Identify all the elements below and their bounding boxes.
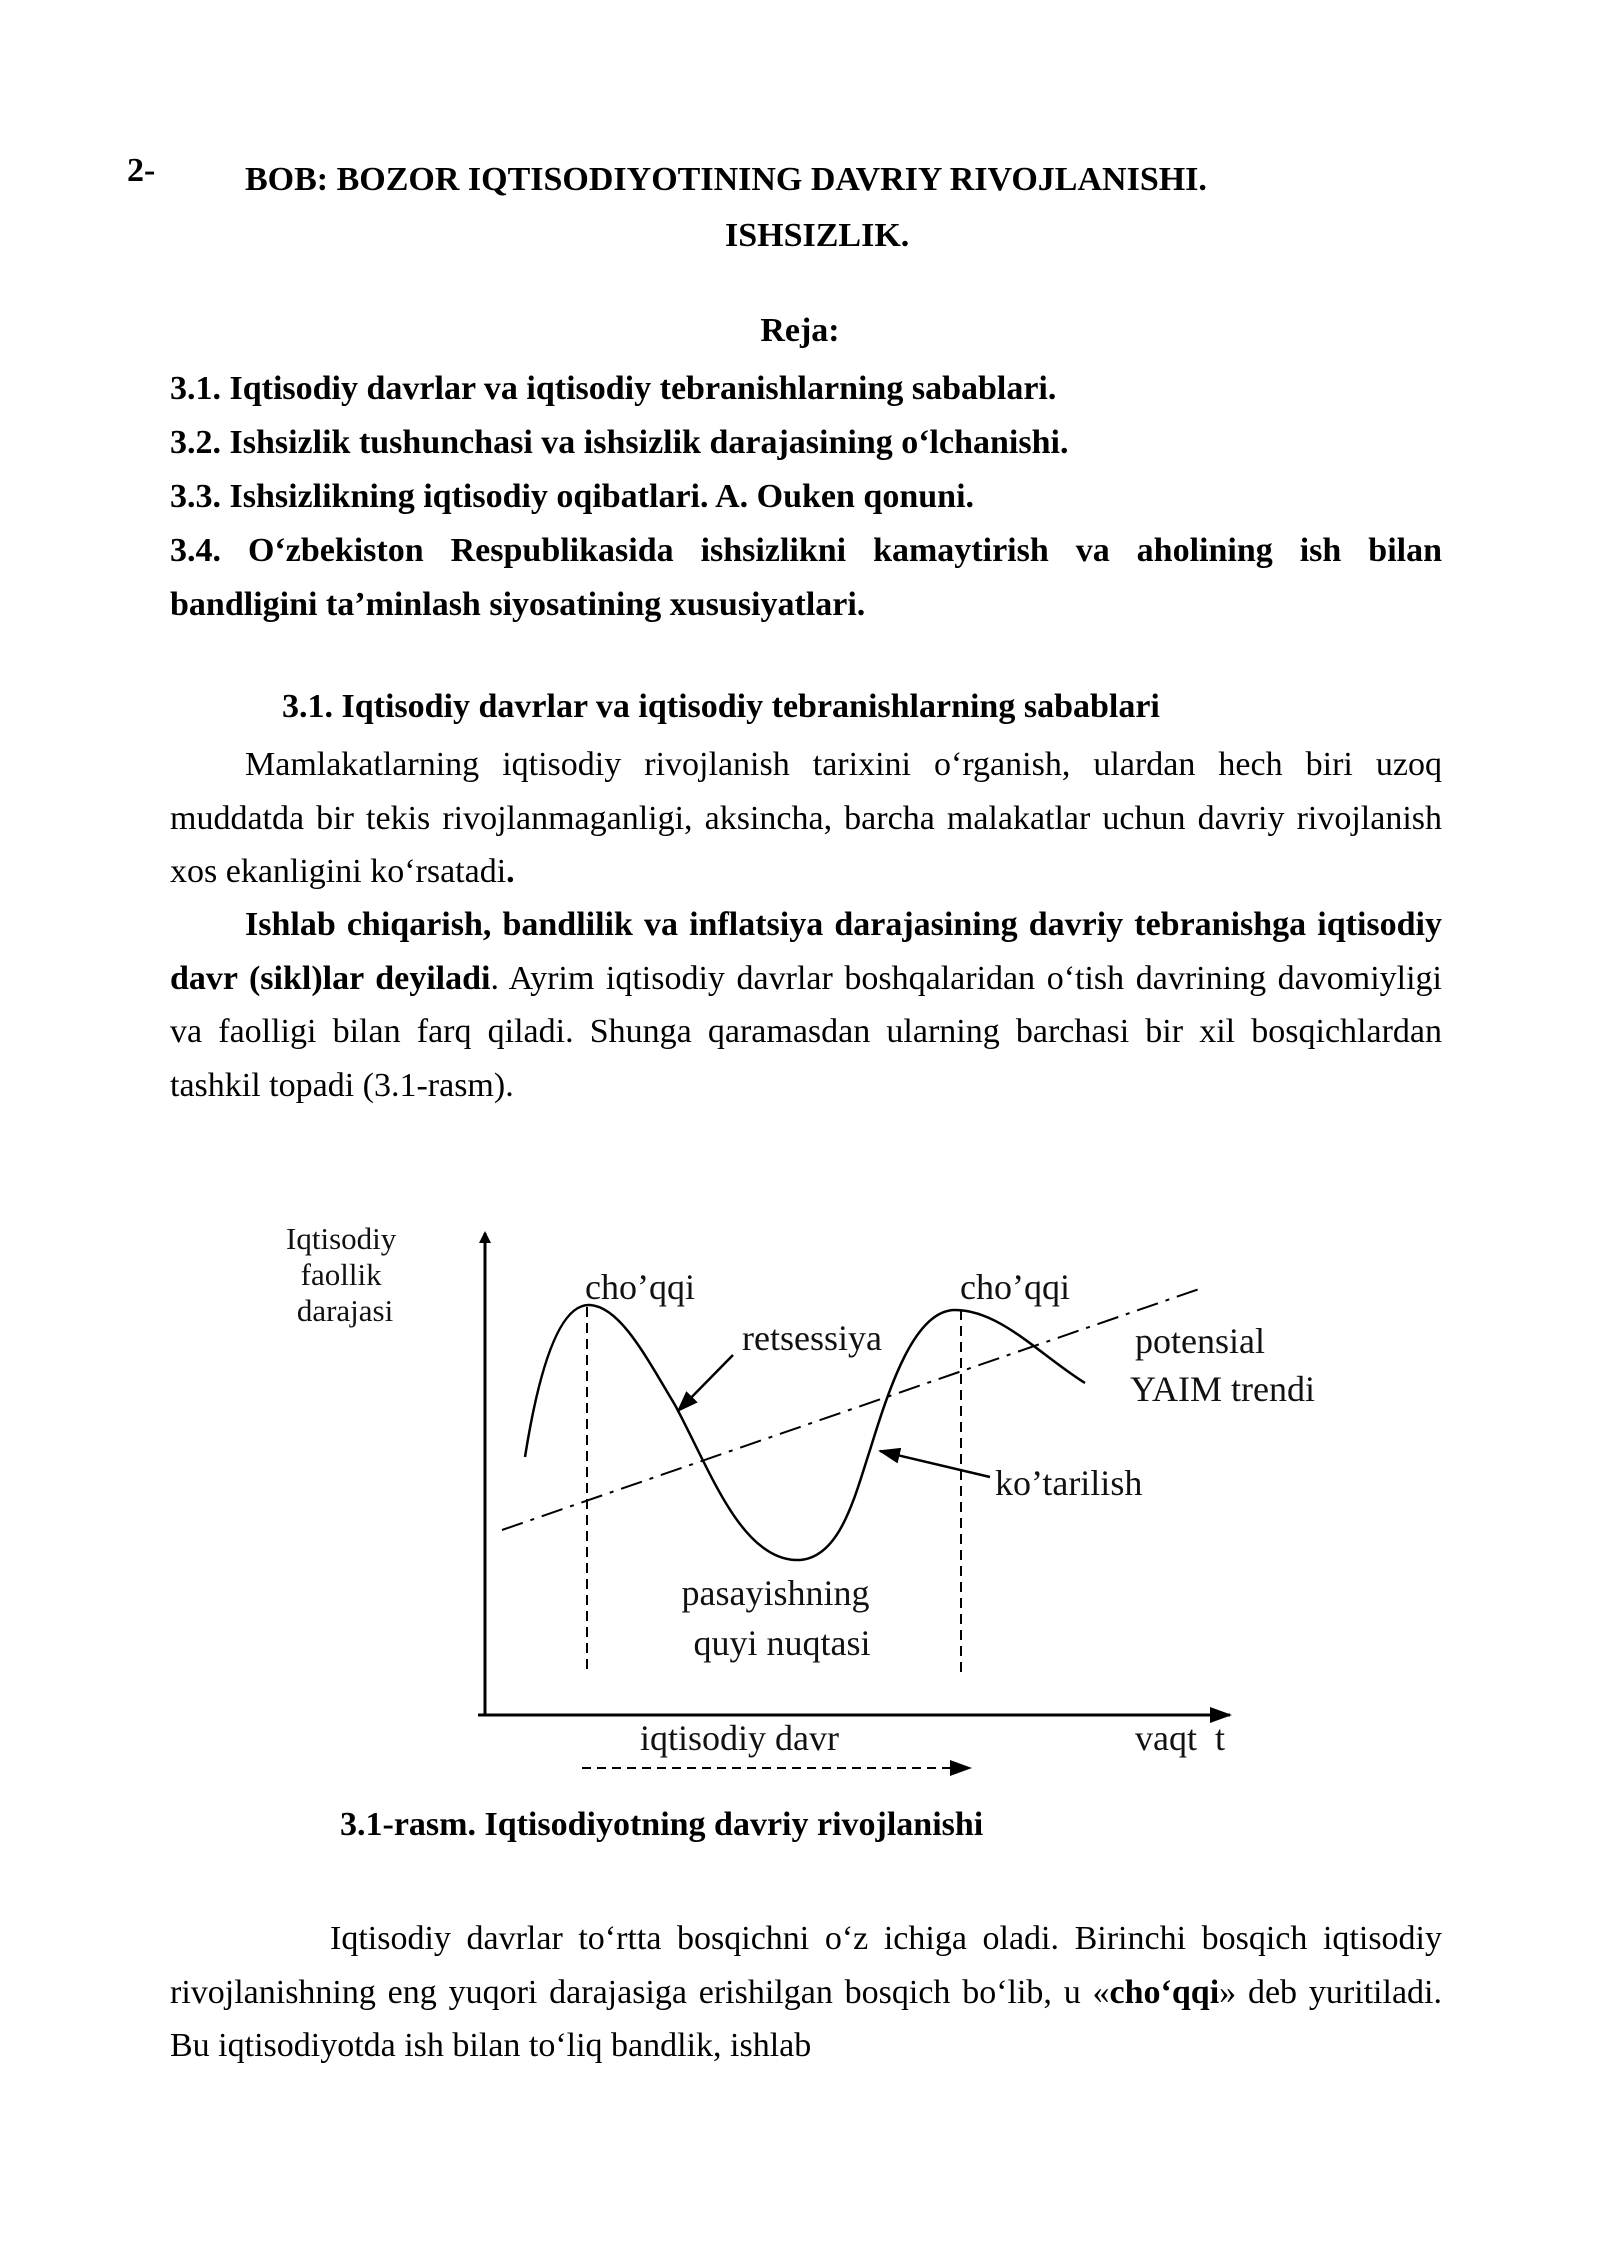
paragraph-1	[170, 738, 1442, 899]
recession-label: retsessiya	[742, 1318, 882, 1358]
peak-term: cho‘qqi	[1109, 1973, 1220, 2011]
trough-label	[682, 1573, 879, 1663]
paragraph-2-text: . Ayrim iqtisodiy davrlar boshqalaridan o‘tish davrining davomiyligi va faolligi bilan farq qiladi. Shunga qaramasdan ularning barchasi bir xil bosqichlardan tashkil topadi (3.1-rasm).	[170, 959, 1442, 1104]
paragraph-2	[170, 898, 1442, 1112]
y-axis-label-line: Iqtisodiy	[286, 1221, 397, 1256]
figure-caption: 3.1-rasm. Iqtisodiyotning davriy rivojlanishi	[340, 1806, 984, 1843]
chapter-title-line1: BOB: BOZOR IQTISODIYOTINING DAVRIY RIVOJLANISHI.	[245, 161, 1207, 198]
plan-heading: Reja:	[760, 312, 840, 349]
plan-item: 3.1. Iqtisodiy davrlar va iqtisodiy tebranishlarning sabablari.	[170, 370, 1057, 407]
trend-label	[1130, 1321, 1315, 1409]
recovery-label: ko’tarilish	[995, 1463, 1143, 1503]
cycle-label: iqtisodiy davr	[640, 1718, 839, 1758]
y-axis-label	[286, 1221, 404, 1328]
definition-text: Ishlab chiqarish, bandlilik va inflatsiya darajasining davriy tebranishga iqtisodiy davr (sikl)lar deyiladi	[170, 906, 1442, 997]
paragraph-3-text-end: » deb yuritiladi. Bu iqtisodiyotda ish bilan to‘liq bandlik, ishlab	[170, 1973, 1442, 2064]
paragraph-1-end: .	[506, 853, 515, 890]
x-axis-label: vaqt t	[1135, 1718, 1225, 1758]
paragraph-3-text: Iqtisodiy davrlar to‘rtta bosqichni o‘z ichiga oladi. Birinchi bosqich iqtisodiy rivojlanishning eng yuqori darajasiga erishilgan bosqich bo‘lib, u «	[170, 1920, 1442, 2011]
peak-label-2: cho’qqi	[960, 1267, 1070, 1307]
chapter-title-line2: ISHSIZLIK.	[725, 217, 910, 254]
paragraph-3	[170, 1912, 1442, 2073]
chapter-title	[245, 152, 1395, 264]
trough-label-line: pasayishning	[681, 1573, 870, 1613]
y-axis-label-line: faollik	[300, 1257, 382, 1292]
paragraph-1-text: Mamlakatlarning iqtisodiy rivojlanish tarixini o‘rganish, ulardan hech biri uzoq muddatda bir tekis rivojlanmaganligi, aksincha, barcha malakatlar uchun davriy rivojlanish xos ekanligini ko‘rsatadi	[170, 746, 1442, 890]
trend-label-line: potensial	[1135, 1321, 1265, 1361]
trend-label-line: YAIM trendi	[1130, 1369, 1315, 1409]
business-cycle-figure	[286, 1215, 1380, 1795]
recovery-pointer	[880, 1451, 990, 1477]
plan-item: 3.4. O‘zbekiston Respublikasida ishsizlikni kamaytirish va aholining ish bilan bandligini ta’minlash siyosatining xususiyatlari.	[170, 532, 1442, 623]
trough-label-line: quyi nuqtasi	[693, 1623, 871, 1663]
y-axis-label-line: darajasi	[296, 1293, 394, 1328]
plan-item: 3.3. Ishsizlikning iqtisodiy oqibatlari. A. Ouken qonuni.	[170, 478, 975, 515]
section-title: 3.1. Iqtisodiy davrlar va iqtisodiy tebranishlarning sabablari	[282, 688, 1160, 725]
recession-pointer	[678, 1355, 733, 1411]
chapter-number: 2-	[127, 152, 156, 189]
plan-item: 3.2. Ishsizlik tushunchasi va ishsizlik darajasining o‘lchanishi.	[170, 424, 1069, 461]
peak-label-1: cho’qqi	[585, 1267, 695, 1307]
plan-list	[170, 362, 1442, 632]
